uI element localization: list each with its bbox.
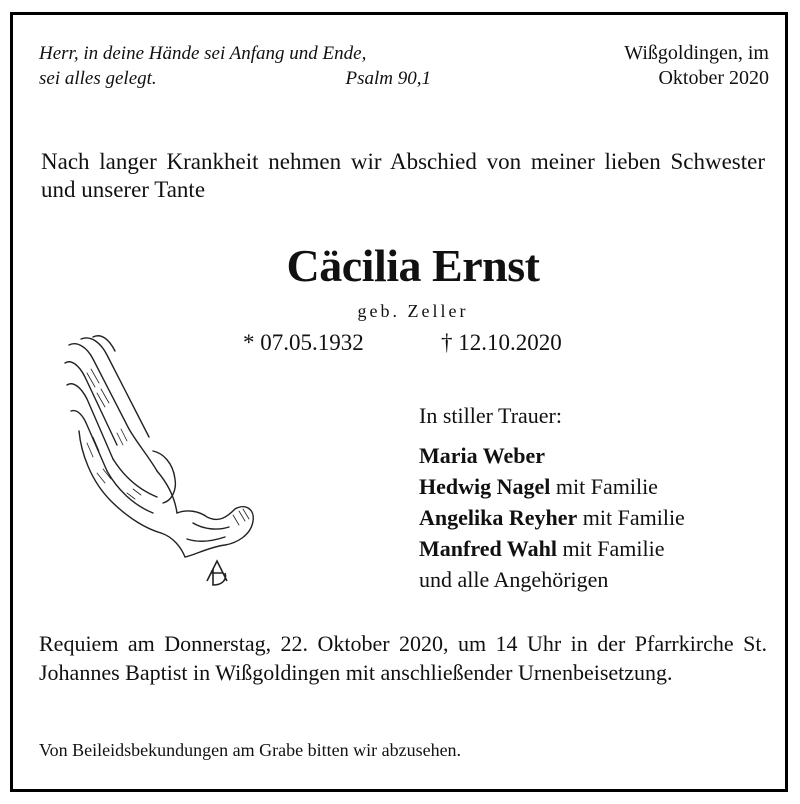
mourners-list xyxy=(419,440,685,595)
mourner-2 xyxy=(419,471,685,502)
mourner-suffix: mit Familie xyxy=(556,536,665,561)
mourner-name: Maria Weber xyxy=(419,443,546,468)
verse-line-2-text: sei alles gelegt. xyxy=(39,68,157,89)
mourner-name: Hedwig Nagel xyxy=(419,474,551,499)
mourner-1 xyxy=(419,440,685,471)
mourner-suffix: mit Familie xyxy=(577,505,685,530)
intro-text: Nach langer Krankheit nehmen wir Abschied von meiner lieben Schwester und unserer Tante xyxy=(41,149,765,202)
mourner-4 xyxy=(419,533,685,564)
mourner-name: Manfred Wahl xyxy=(419,536,557,561)
praying-hands-icon xyxy=(57,333,267,603)
date-line: Oktober 2020 xyxy=(658,67,769,89)
mourners-closing: und alle Angehörigen xyxy=(419,567,609,592)
mourner-suffix: mit Familie xyxy=(550,474,658,499)
place-date xyxy=(624,41,769,91)
mourner-name: Angelika Reyher xyxy=(419,505,578,530)
bible-verse xyxy=(39,41,439,91)
condolence-note: Von Beileidsbekundungen am Grabe bitten wir abzusehen. xyxy=(39,740,462,760)
verse-line-1: Herr, in deine Hände sei Anfang und Ende, xyxy=(39,43,367,64)
requiem-info: Requiem am Donnerstag, 22. Oktober 2020, um 14 Uhr in der Pfarrkirche St. Johannes Baptist in Wißgoldingen mit anschließender Urnenbeisetzung. xyxy=(39,631,767,685)
deceased-name: Cäcilia Ernst xyxy=(286,240,540,291)
obituary-card xyxy=(10,12,788,792)
birth-name: geb. Zeller xyxy=(357,301,469,321)
death-date: † 12.10.2020 xyxy=(441,330,562,355)
mourning-heading: In stiller Trauer: xyxy=(419,403,562,428)
verse-source: Psalm 90,1 xyxy=(345,68,431,89)
place-line: Wißgoldingen, im xyxy=(624,42,769,64)
mourner-3 xyxy=(419,502,685,533)
birth-date: * 07.05.1932 xyxy=(243,330,364,355)
verse-line-2 xyxy=(39,66,439,91)
